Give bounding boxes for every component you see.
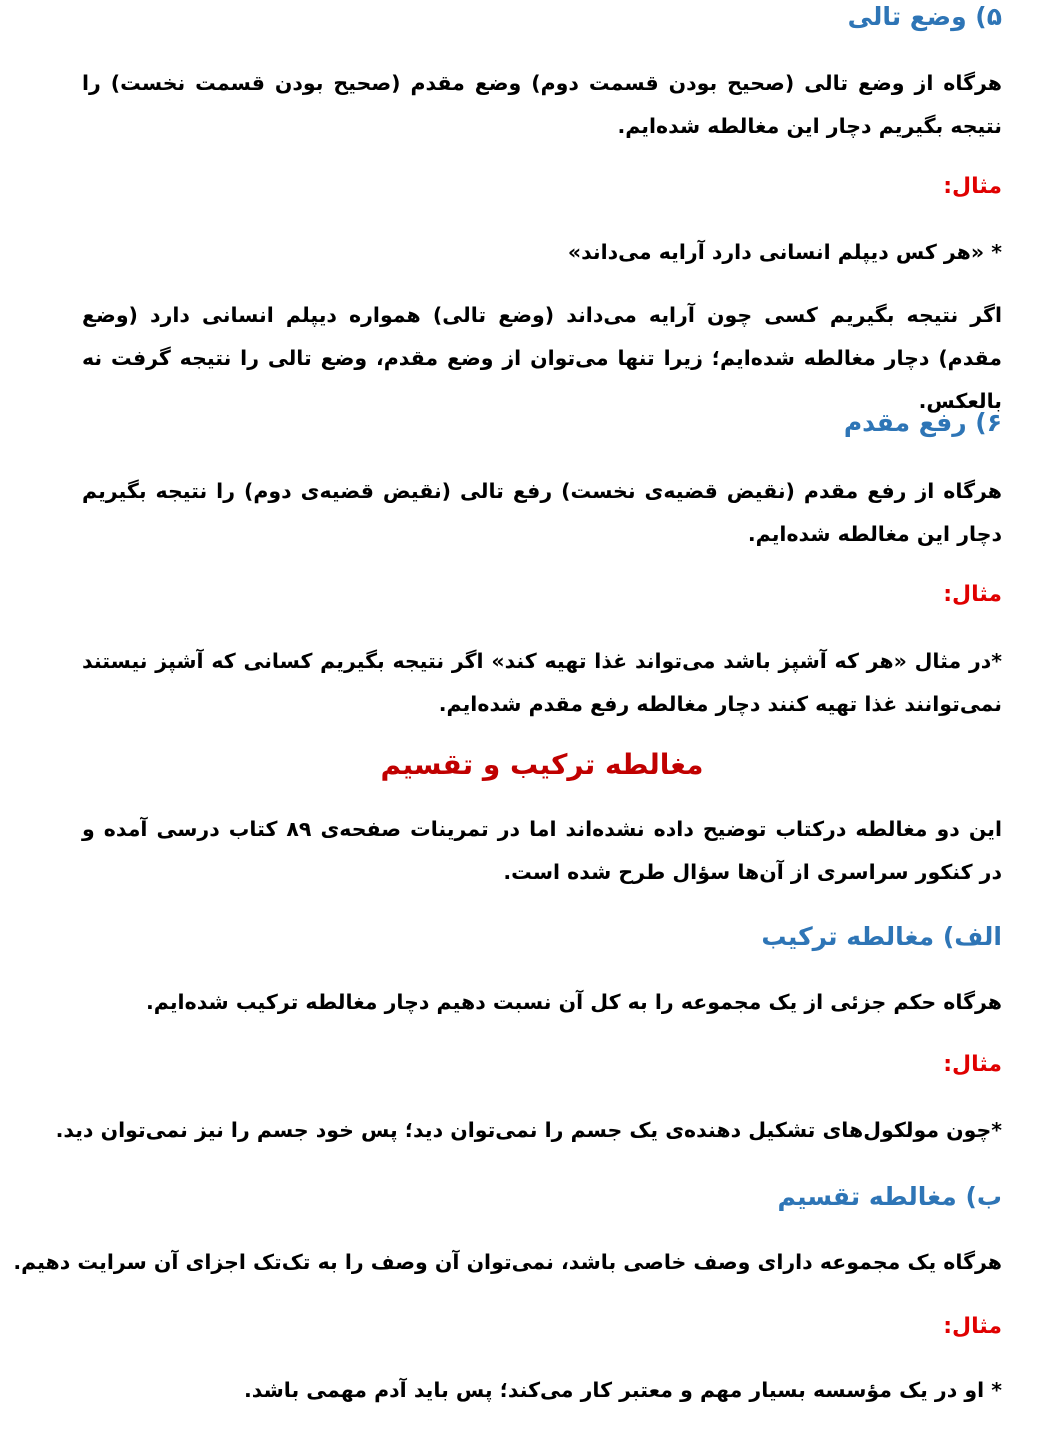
section-5-body: هرگاه از وضع تالی (صحیح بودن قسمت دوم) وضع مقدم (صحیح بودن قسمت نخست) را نتیجه بگیریم دچار این مغالطه شده‌ایم. — [82, 71, 1002, 138]
section-5-example-label: مثال: — [943, 174, 1002, 199]
composition-example: *چون مولکول‌های تشکیل دهنده‌ی یک جسم را نمی‌توان دید؛ پس خود جسم را نیز نمی‌توان دید. — [55, 1118, 1002, 1142]
composition-division-intro: این دو مغالطه درکتاب توضیح داده نشده‌اند اما در تمرینات صفحه‌ی ۸۹ کتاب درسی آمده و در کنکور سراسری از آن‌ها سؤال طرح شده است. — [82, 817, 1002, 884]
division-body: هرگاه یک مجموعه دارای وصف خاصی باشد، نمی‌توان آن وصف را به تک‌تک اجزای آن سرایت دهیم. — [13, 1250, 1002, 1274]
section-6-body: هرگاه از رفع مقدم (نقیض قضیه‌ی نخست) رفع تالی (نقیض قضیه‌ی دوم) را نتیجه بگیریم دچار این مغالطه شده‌ایم. — [82, 479, 1002, 546]
section-6-example-label: مثال: — [943, 582, 1002, 607]
composition-example-label: مثال: — [943, 1052, 1002, 1077]
composition-body: هرگاه حکم جزئی از یک مجموعه را به کل آن نسبت دهیم دچار مغالطه ترکیب شده‌ایم. — [146, 990, 1002, 1014]
division-example: * او در یک مؤسسه بسیار مهم و معتبر کار می‌کند؛ پس باید آدم مهمی باشد. — [243, 1378, 1002, 1402]
section-6-heading: ۶) رفع مقدم — [843, 408, 1002, 437]
division-heading: ب) مغالطه تقسیم — [777, 1182, 1002, 1211]
section-5-example: * «هر کس دیپلم انسانی دارد آرایه می‌داند» — [567, 240, 1002, 264]
section-5-explanation: اگر نتیجه بگیریم کسی چون آرایه می‌داند (وضع تالی) همواره دیپلم انسانی دارد (وضع مقدم) دچار مغالطه شده‌ایم؛ زیرا تنها می‌توان از وضع مقدم، وضع تالی را نتیجه گرفت نه بالعکس. — [82, 303, 1002, 413]
division-example-label: مثال: — [943, 1314, 1002, 1339]
section-5-heading: ۵) وضع تالی — [847, 2, 1002, 31]
section-6-example: *در مثال «هر که آشپز باشد می‌تواند غذا تهیه کند» اگر نتیجه بگیریم کسانی که آشپز نیستند نمی‌توانند غذا تهیه کنند دچار مغالطه رفع مقدم شده‌ایم. — [82, 649, 1002, 716]
composition-heading: الف) مغالطه ترکیب — [761, 922, 1002, 951]
composition-division-title: مغالطه ترکیب و تقسیم — [380, 748, 704, 781]
